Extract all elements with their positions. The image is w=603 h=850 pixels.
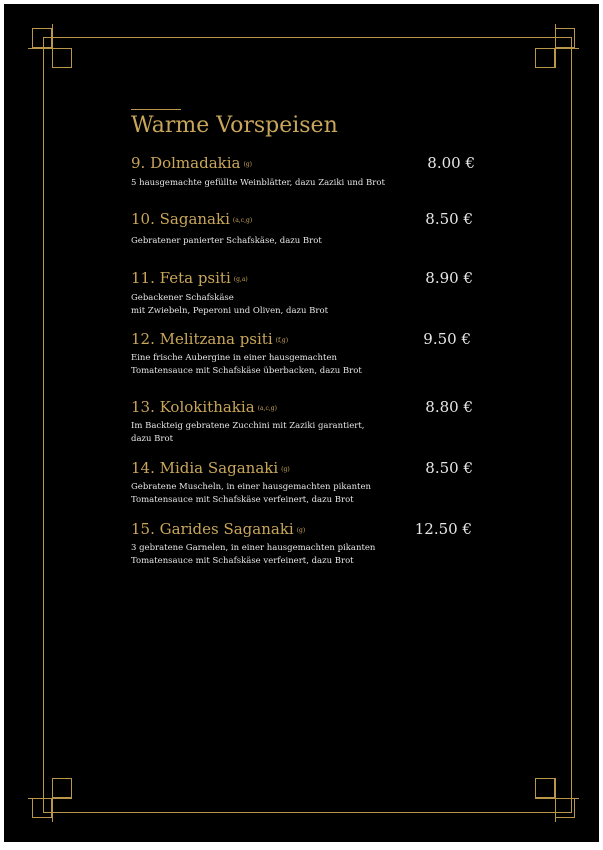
item-price: 8.90 € — [425, 269, 473, 287]
item-description-line: 3 gebratene Garnelen, in einer hausgemachten pikanten — [131, 543, 376, 553]
item-description — [131, 292, 481, 317]
item-description-line: Gebratene Muscheln, in einer hausgemachten pikanten — [131, 482, 371, 492]
item-allergens: (a,c,g) — [257, 405, 277, 412]
item-name: 15. Garides Saganaki — [131, 520, 294, 538]
item-description-line: Im Backteig gebratene Zucchini mit Zaziki garantiert, — [131, 421, 365, 431]
menu-item-kolokithakia — [131, 397, 481, 445]
item-description-line: mit Zwiebeln, Peperoni und Oliven, dazu Brot — [131, 305, 329, 316]
corner-ornament-bottom-left — [28, 778, 72, 822]
item-description-line: Eine frische Aubergine in einer hausgemachten — [131, 353, 337, 363]
menu-item-feta-psiti — [131, 268, 481, 317]
item-price: 8.50 € — [425, 210, 473, 228]
item-price: 8.00 € — [427, 154, 475, 172]
item-allergens: (a,c,g) — [232, 217, 253, 224]
item-description-line: Gebratener panierter Schafskäse, dazu Brot — [131, 236, 322, 246]
item-description-line: dazu Brot — [131, 433, 174, 444]
menu-item-melitzana-psiti — [131, 329, 481, 377]
menu-item-saganaki — [131, 209, 481, 248]
title-accent-rule — [131, 109, 181, 110]
item-description — [131, 177, 481, 190]
item-description — [131, 235, 481, 248]
item-price: 8.80 € — [425, 398, 473, 416]
item-description-line: Gebackener Schafskäse — [131, 293, 234, 303]
item-name: 10. Saganaki — [131, 210, 230, 228]
item-description-line: Tomatensauce mit Schafskäse verfeinert, dazu Brot — [131, 494, 354, 505]
item-price: 8.50 € — [425, 459, 473, 477]
item-name: 11. Feta psiti — [131, 269, 231, 287]
item-description — [131, 542, 481, 567]
corner-ornament-bottom-right — [535, 778, 579, 822]
item-description — [131, 481, 481, 506]
item-name: 12. Melitzana psiti — [131, 330, 273, 348]
item-name: 9. Dolmadakia — [131, 154, 241, 172]
item-name: 14. Midia Saganaki — [131, 459, 279, 477]
item-description — [131, 352, 481, 377]
corner-ornament-top-right — [535, 24, 579, 68]
item-allergens: (g) — [296, 527, 306, 534]
menu-item-dolmadakia — [131, 153, 481, 190]
item-allergens: (f,g) — [275, 337, 289, 344]
item-price: 9.50 € — [423, 330, 471, 348]
section-title: Warme Vorspeisen — [131, 113, 338, 138]
item-allergens: (g) — [281, 466, 290, 473]
item-description-line: 5 hausgemachte gefüllte Weinblätter, dazu Zaziki und Brot — [131, 178, 385, 188]
corner-ornament-top-left — [28, 24, 72, 68]
item-description-line: Tomatensauce mit Schafskäse überbacken, dazu Brot — [131, 365, 362, 376]
menu-item-garides-saganaki — [131, 519, 481, 567]
item-description — [131, 420, 481, 445]
item-description-line: Tomatensauce mit Schafskäse verfeinert, dazu Brot — [131, 555, 354, 566]
menu-item-midia-saganaki — [131, 458, 481, 506]
item-price: 12.50 € — [414, 520, 472, 538]
item-allergens: (g) — [243, 161, 253, 168]
item-name: 13. Kolokithakia — [131, 398, 255, 416]
item-allergens: (g,a) — [233, 276, 248, 283]
